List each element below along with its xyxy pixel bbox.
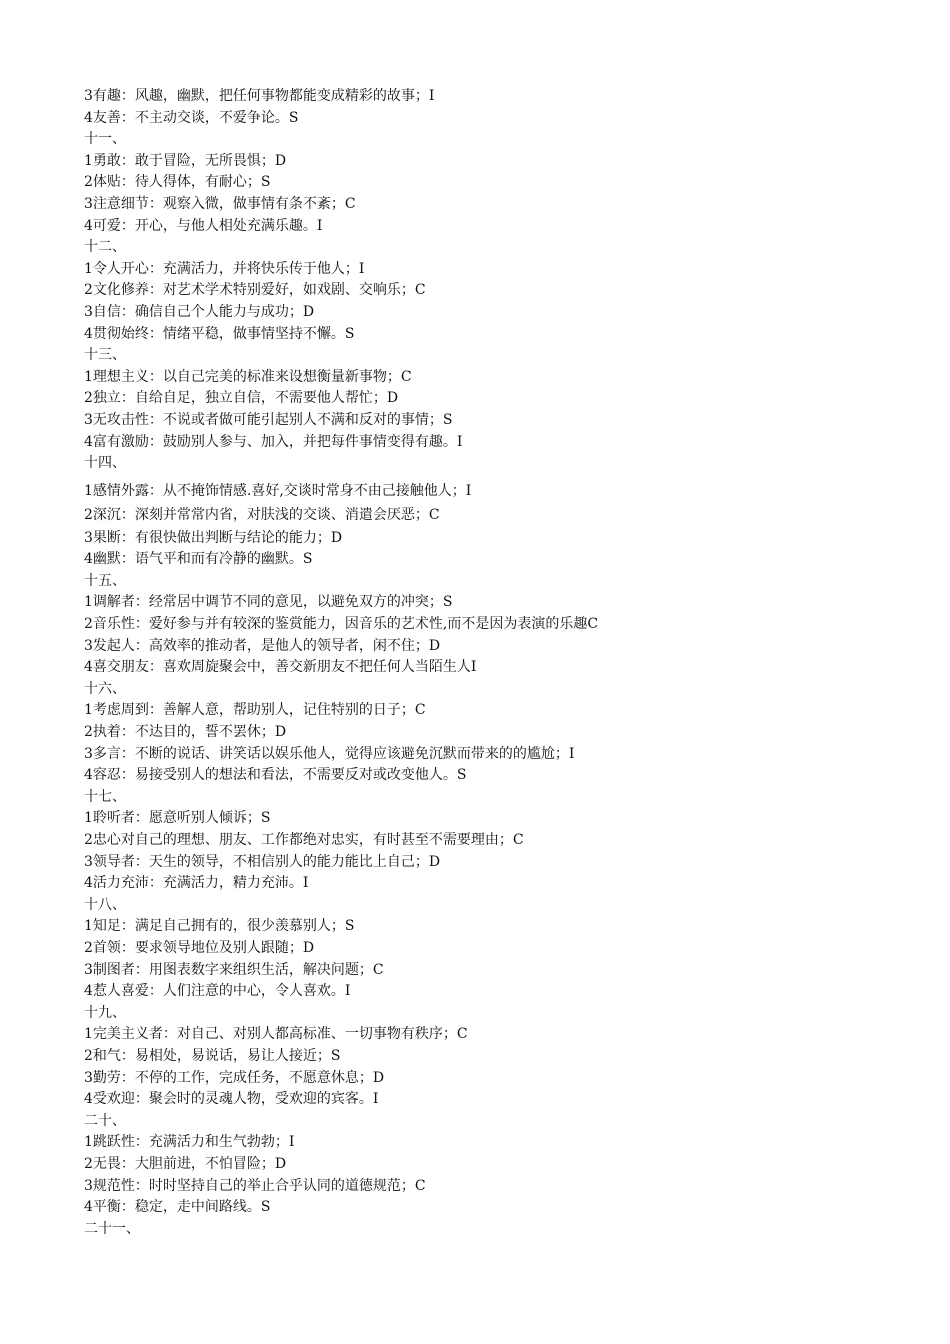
text-line: 1理想主义：以自己完美的标准来设想衡量新事物；C <box>84 368 412 385</box>
section-heading: 二十、 <box>84 1112 126 1129</box>
text-line: 2忠心对自己的理想、朋友、工作都绝对忠实，有时甚至不需要理由；C <box>84 832 524 848</box>
text-line: 3果断：有很快做出判断与结论的能力；D <box>84 529 343 546</box>
section-heading: 十二、 <box>84 239 126 256</box>
document-page <box>84 86 934 1240</box>
text-line: 4容忍：易接受别人的想法和看法，不需要反对或改变他人。S <box>84 767 467 784</box>
text-line: 2独立：自给自足，独立自信，不需要他人帮忙；D <box>84 390 399 407</box>
text-line: 1聆听者：愿意听别人倾诉；S <box>84 810 271 827</box>
text-line: 4惹人喜爱：人们注意的中心，令人喜欢。I <box>84 983 351 1000</box>
text-line: 1感情外露：从不掩饰情感.喜好,交谈时常身不由己接触他人；I <box>84 482 472 499</box>
text-line: 4受欢迎：聚会时的灵魂人物，受欢迎的宾客。I <box>84 1091 379 1108</box>
text-line: 4喜交朋友：喜欢周旋聚会中，善交新朋友不把任何人当陌生人I <box>84 659 477 676</box>
text-line: 1考虑周到：善解人意，帮助别人，记住特别的日子；C <box>84 702 426 719</box>
section-heading: 二十一、 <box>84 1220 140 1237</box>
text-line: 3无攻击性：不说或者做可能引起别人不满和反对的事情；S <box>84 411 453 428</box>
text-line: 1知足：满足自己拥有的，很少羡慕别人；S <box>84 918 355 935</box>
text-line: 1跳跃性：充满活力和生气勃勃；I <box>84 1134 295 1151</box>
text-line: 1调解者：经常居中调节不同的意见，以避免双方的冲突；S <box>84 594 453 611</box>
text-line: 3注意细节：观察入微，做事情有条不紊；C <box>84 195 356 212</box>
text-line: 2无畏：大胆前进，不怕冒险；D <box>84 1155 287 1172</box>
text-line: 2音乐性：爱好参与并有较深的鉴赏能力，因音乐的艺术性,而不是因为表演的乐趣C <box>84 616 599 633</box>
section-heading: 十六、 <box>84 680 126 697</box>
text-line: 3多言：不断的说话、讲笑话以娱乐他人，觉得应该避免沉默而带来的的尴尬；I <box>84 745 575 762</box>
text-line: 2文化修养：对艺术学术特别爱好，如戏剧、交响乐；C <box>84 282 426 299</box>
text-line: 4富有激励：鼓励别人参与、加入，并把每件事情变得有趣。I <box>84 433 463 450</box>
section-heading: 十四、 <box>84 455 126 472</box>
section-heading: 十七、 <box>84 788 126 805</box>
section-heading: 十三、 <box>84 347 126 364</box>
text-line: 3发起人：高效率的推动者，是他人的领导者，闲不住；D <box>84 637 441 654</box>
text-line: 1令人开心：充满活力，并将快乐传于他人；I <box>84 260 365 277</box>
text-line: 2深沉：深刻并常常内省，对肤浅的交谈、消遣会厌恶；C <box>84 506 440 523</box>
text-line: 1勇敢：敢于冒险，无所畏惧；D <box>84 152 287 169</box>
section-heading: 十五、 <box>84 572 126 589</box>
text-line: 1完美主义者：对自己、对别人都高标准、一切事物有秩序；C <box>84 1026 468 1043</box>
text-line: 3自信：确信自己个人能力与成功；D <box>84 303 315 320</box>
text-line: 4贯彻始终：情绪平稳，做事情坚持不懈。S <box>84 325 355 342</box>
text-line: 4平衡：稳定，走中间路线。S <box>84 1199 271 1216</box>
text-line: 2执着：不达目的，誓不罢休；D <box>84 724 287 741</box>
text-line: 3领导者：天生的领导，不相信别人的能力能比上自己；D <box>84 853 441 870</box>
text-line: 3勤劳：不停的工作，完成任务，不愿意休息；D <box>84 1069 385 1086</box>
text-line: 4友善：不主动交谈，不爱争论。S <box>84 109 299 126</box>
section-heading: 十九、 <box>84 1004 126 1021</box>
text-line: 4幽默：语气平和而有冷静的幽默。S <box>84 551 313 568</box>
text-line: 3规范性：时时坚持自己的举止合乎认同的道德规范；C <box>84 1177 426 1194</box>
text-line: 4活力充沛：充满活力，精力充沛。I <box>84 875 309 892</box>
text-line: 3有趣：风趣，幽默，把任何事物都能变成精彩的故事；I <box>84 88 435 104</box>
section-heading: 十一、 <box>84 131 126 148</box>
text-line: 2和气：易相处，易说话，易让人接近；S <box>84 1047 341 1064</box>
text-line: 4可爱：开心，与他人相处充满乐趣。I <box>84 217 323 234</box>
section-heading: 十八、 <box>84 896 126 913</box>
text-line: 2首领：要求领导地位及别人跟随；D <box>84 939 315 956</box>
text-line: 2体贴：待人得体，有耐心；S <box>84 174 271 191</box>
text-line: 3制图者：用图表数字来组织生活，解决问题；C <box>84 961 384 978</box>
